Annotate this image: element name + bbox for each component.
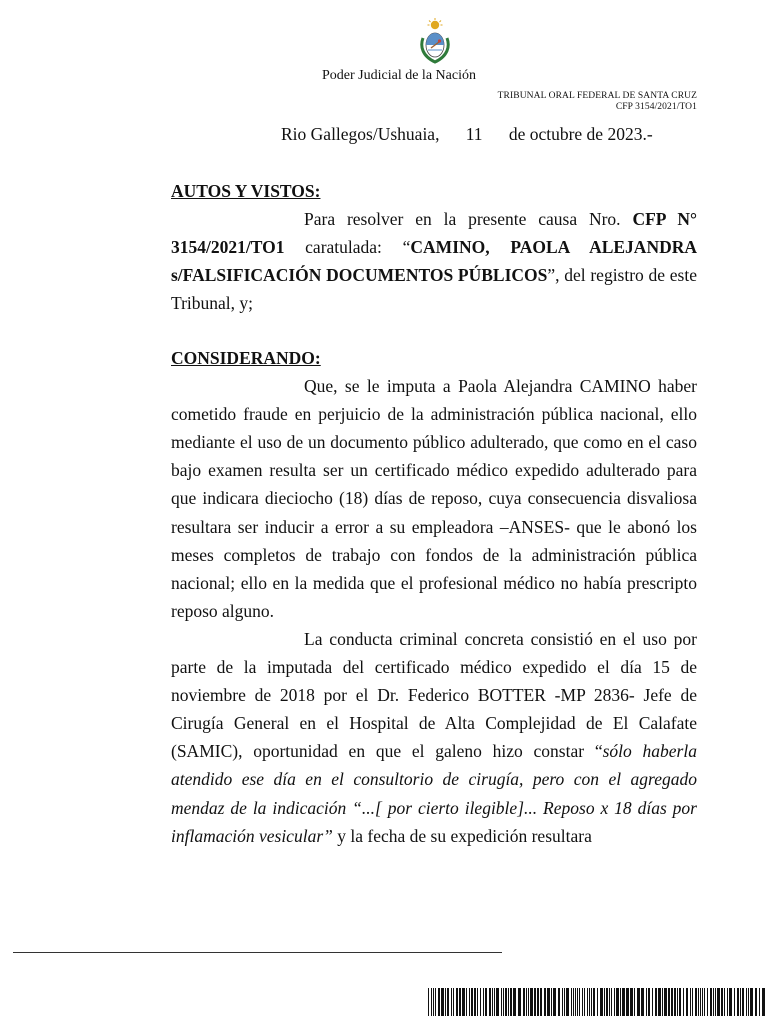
case-number: CFP N° 3154/2021/TO1 [171,209,697,258]
case-caption: CAMINO, PAOLA ALEJANDRA s/FALSIFICACIÓN DOCUMENTOS PÚBLICOS [171,237,697,286]
autos-text-c: caratulada: “ [284,237,411,258]
footnote-rule [13,952,502,953]
considerando-paragraph-2 [171,625,697,850]
quoted-certificate-text: sólo haberla atendido ese día en el consultorio de cirugía, pero con el agregado mendaz de la indicación “...[ por cierto ilegible]... Reposo x 18 días por inflamación vesicular” [171,741,697,846]
dateline-rest: de octubre de 2023.- [508,124,653,144]
autos-text-a: Para resolver en la presente causa Nro. [304,209,633,230]
considerando-paragraph-1: Que, se le imputa a Paola Alejandra CAMINO haber cometido fraude en perjuicio de la administración pública nacional, ello mediante el uso de un documento público adulterado, que como en el caso bajo examen resulta ser un certificado médico expedido adulterado para que indicara dieciocho (18) días de reposo, cuya consecuencia disvaliosa resultara ser inducir a error a su empleadora –ANSES- que le abonó los meses completos de trabajo con fondos de la administración pública nacional; ello en la medida que el profesional médico no había prescripto reposo alguno. [171,376,697,621]
national-coat-of-arms-icon [414,18,456,64]
paragraph-2-text-a: La conducta criminal concreta consistió en el uso por parte de la imputada del certificado médico expedido el día 15 de noviembre de 2018 por el Dr. Federico BOTTER -MP 2836- Jefe de Cirugía General en el Hospital de Alta Complejidad de El Calafate (SAMIC), oportunidad en que el galeno hizo constar “ [171,628,697,762]
dateline-place: Rio Gallegos/Ushuaia, [281,124,440,144]
dateline-day: 11 [465,124,483,144]
autos-section [171,177,697,317]
autos-text-e: ”, del registro de este Tribunal, y; [171,265,697,314]
autos-paragraph [171,205,697,317]
barcode-icon [428,988,768,1016]
case-code: CFP 3154/2021/TO1 [615,102,697,112]
considerando-section [171,344,697,850]
institution-title: Poder Judicial de la Nación [322,68,476,83]
section-heading-considerando: CONSIDERANDO: [171,348,321,368]
tribunal-name: TRIBUNAL ORAL FEDERAL DE SANTA CRUZ [497,91,697,101]
paragraph-2-text-c: y la fecha de su expedición resultara [332,825,592,846]
section-heading-autos: AUTOS Y VISTOS: [171,181,321,201]
dateline [281,124,697,145]
